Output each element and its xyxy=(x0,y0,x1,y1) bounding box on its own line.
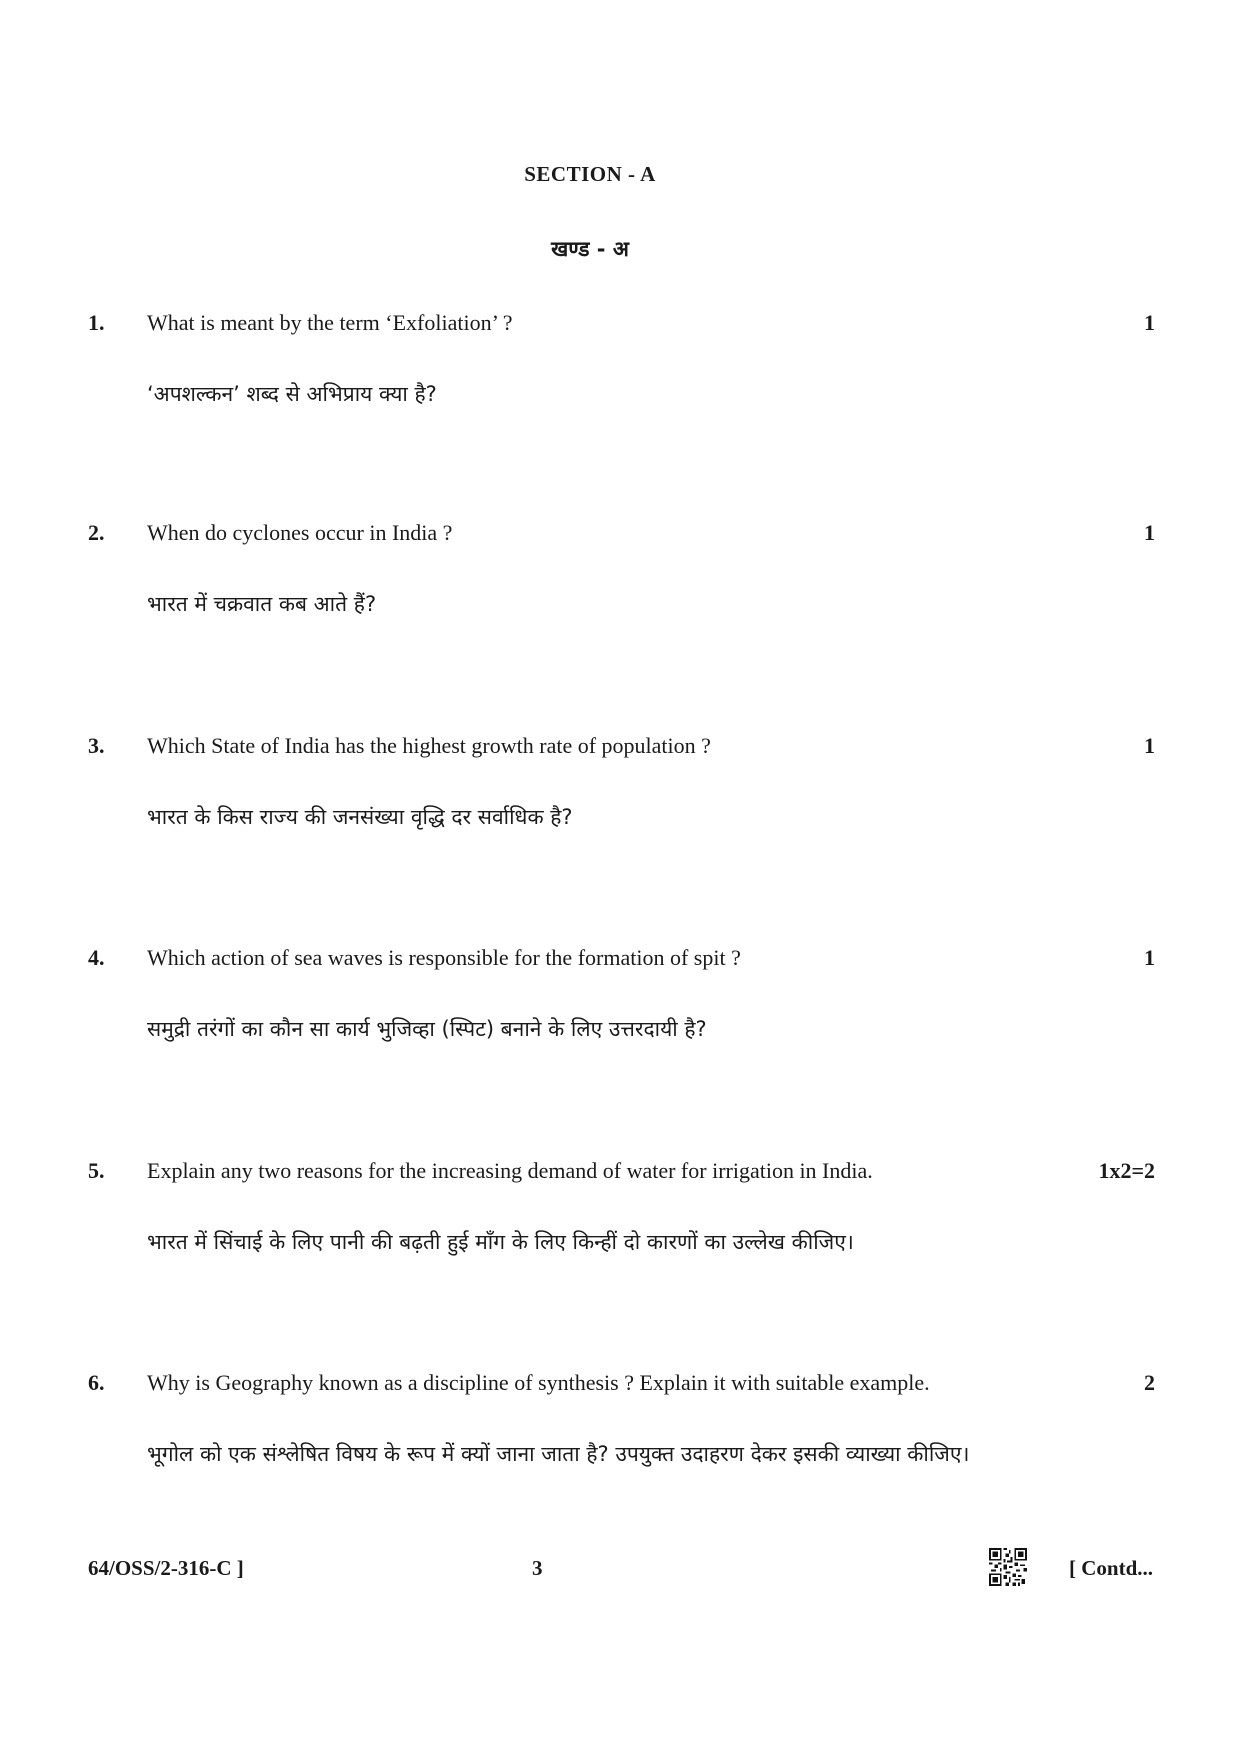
question-marks: 1 xyxy=(1144,733,1155,758)
qr-code-icon xyxy=(989,1548,1027,1586)
section-title-hindi: खण्ड - अ xyxy=(551,237,629,261)
question-marks: 1 xyxy=(1144,310,1155,335)
section-title: SECTION - A xyxy=(524,162,656,186)
question-item xyxy=(0,733,1240,853)
question-text-hindi: भारत में चक्रवात कब आते हैं? xyxy=(147,592,377,616)
question-text: What is meant by the term ‘Exfoliation’ ? xyxy=(147,310,513,335)
paper-code: 64/OSS/2-316-C ] xyxy=(88,1556,244,1580)
question-text: Which action of sea waves is responsible for the formation of spit ? xyxy=(147,945,741,970)
question-item xyxy=(0,520,1240,640)
page-number: 3 xyxy=(532,1556,543,1580)
question-text-hindi: भारत के किस राज्य की जनसंख्या वृद्धि दर सर्वाधिक है? xyxy=(147,805,573,829)
question-marks: 1x2=2 xyxy=(1098,1158,1155,1183)
question-number: 3. xyxy=(88,733,105,758)
question-marks: 1 xyxy=(1144,945,1155,970)
continued-label: [ Contd... xyxy=(1068,1556,1153,1580)
question-marks: 1 xyxy=(1144,520,1155,545)
question-text-hindi: भारत में सिंचाई के लिए पानी की बढ़ती हुई माँग के लिए किन्हीं दो कारणों का उल्लेख कीजिए। xyxy=(147,1230,854,1254)
question-item xyxy=(0,945,1240,1065)
page-footer xyxy=(0,1548,1240,1588)
question-number: 4. xyxy=(88,945,105,970)
question-item xyxy=(0,310,1240,430)
question-number: 5. xyxy=(88,1158,105,1183)
question-text-hindi: भूगोल को एक संश्लेषित विषय के रूप में क्यों जाना जाता है? उपयुक्त उदाहरण देकर इसकी व्याख्या कीजिए। xyxy=(147,1442,970,1466)
question-text: Explain any two reasons for the increasing demand of water for irrigation in India. xyxy=(147,1158,873,1183)
question-item xyxy=(0,1158,1240,1278)
question-text: Which State of India has the highest growth rate of population ? xyxy=(147,733,711,758)
question-text-hindi: समुद्री तरंगों का कौन सा कार्य भुजिव्हा (स्पिट) बनाने के लिए उत्तरदायी है? xyxy=(147,1017,707,1041)
question-text-hindi: ‘अपशल्कन’ शब्द से अभिप्राय क्या है? xyxy=(147,382,437,406)
question-text: Why is Geography known as a discipline of synthesis ? Explain it with suitable example. xyxy=(147,1370,930,1395)
question-text: When do cyclones occur in India ? xyxy=(147,520,453,545)
question-number: 1. xyxy=(88,310,105,335)
question-number: 6. xyxy=(88,1370,105,1395)
question-marks: 2 xyxy=(1144,1370,1155,1395)
question-item xyxy=(0,1370,1240,1490)
question-number: 2. xyxy=(88,520,105,545)
